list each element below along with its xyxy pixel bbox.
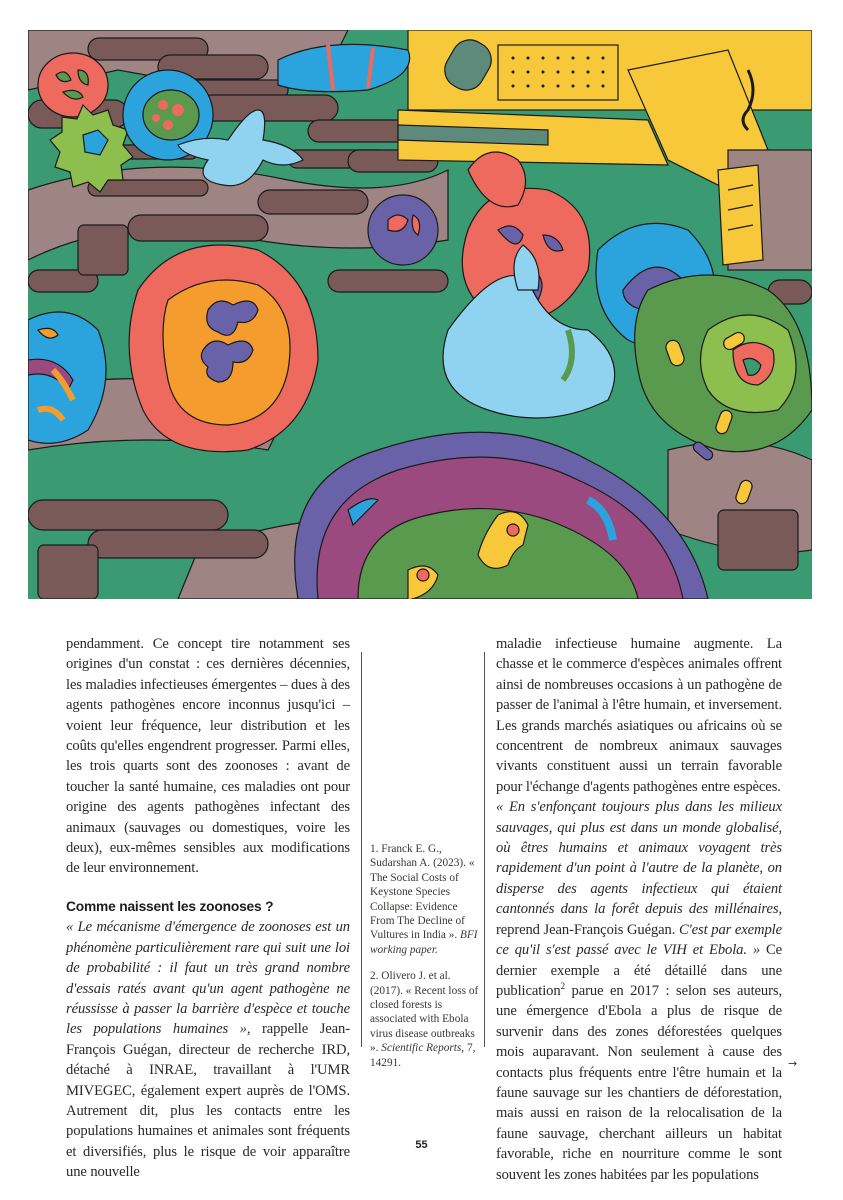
microbe-purple: [368, 195, 438, 265]
right-paragraph-2b: parue en 2017 : selon ses auteurs, une émergence d'Ebola a plus de risque de survenir dans des zones déforestées quelques mois auparavant. Non seulement à cause des contacts plus fréquents entre l'être humain et la faune sauvage sur les chantiers de déforestation, mais aussi en raison de la relocalisation de la faune sauvage, cherchant ailleurs un habitat favorable, riche en nourriture comme le sont souvent les zones habitées par les populations: [496, 982, 782, 1183]
log: [128, 215, 268, 241]
quote-guegan-2: « En s'enfonçant toujours plus dans les milieux sauvages, qui plus est dans un monde globalisé, où êtres humains et animaux voyagent très rapidement d'un point à l'autre de la planète, on disperse des agents infectieux qui étaient cantonnés dans la forêt depuis des millénaires: [496, 799, 782, 918]
footnote-2-tail: , 7, 14291.: [370, 1042, 476, 1069]
right-attribution: , reprend Jean-François Guégan.: [496, 901, 782, 938]
log: [28, 500, 228, 530]
footnote-2: [370, 969, 482, 1070]
article-illustration: [28, 30, 812, 599]
section-subheading: Comme naissent les zoonoses ?: [66, 898, 274, 914]
log: [258, 190, 368, 214]
quote-guegan-3: C'est par exemple ce qu'il s'est passé avec le VIH et Ebola. »: [496, 921, 782, 959]
footnote-1-text: 1. Franck E. G., Sudarshan A. (2023). « The Social Costs of Keystone Species Collapse: Evidence From The Decline of Vultures in India ».: [370, 843, 475, 942]
stump: [78, 225, 128, 275]
left-column: [66, 634, 350, 1183]
footnote-1: [370, 842, 482, 957]
bulldozer-plate: [718, 165, 763, 265]
stump: [718, 510, 798, 570]
microbe-coral: [38, 53, 108, 117]
footnote-2-italic: Scientific Reports: [381, 1042, 462, 1055]
stump: [38, 545, 98, 599]
continue-arrow-icon: →: [788, 1057, 798, 1070]
left-paragraph-2-text: , rappelle Jean-François Guégan, directeur de recherche IRD, détaché à INRAE, travaillant à l'UMR MIVEGEC, également expert auprès de l'OMS. Autrement dit, plus les contacts entre les populations humaines et animales sont fréquents et diversifiés, plus le risque de voir apparaître une nouvelle: [66, 1021, 351, 1181]
log: [198, 95, 338, 121]
page-number: 55: [415, 1139, 428, 1151]
quote-guegan-1: « Le mécanisme d'émergence de zoonoses est un phénomène particulièrement rare qui suit une loi de probabilité : il faut un très grand nombre d'essais ratés avant qu'un agent pathogène ne réussisse à passer la barrière d'espèce et touche les populations humaines »: [66, 919, 350, 1038]
footnotes: [370, 842, 482, 1082]
right-paragraph-2a: Ce dernier exemple a été détaillé dans une publication: [496, 942, 782, 999]
log: [328, 270, 448, 292]
column-divider: [361, 652, 362, 1047]
column-divider: [484, 652, 485, 1047]
right-column: [496, 634, 782, 1185]
log: [88, 530, 268, 558]
illustration-svg: [28, 30, 812, 599]
footnote-ref-2[interactable]: 2: [560, 981, 565, 992]
right-paragraph-1: maladie infectieuse humaine augmente. La chasse et le commerce d'espèces animales offrent ainsi de nombreuses occasions à un pathogène de passer de l'animal à l'être humain, et inversement. Les grands marchés asiatiques ou africains où se concentrent de nombreux animaux sauvages vivants constituent aussi un terrain favorable pour l'échange d'agents pathogènes entre espèces.: [496, 636, 782, 795]
left-paragraph-1: pendamment. Ce concept tire notamment ses origines d'un constat : ces dernières décennies, les maladies infectieuses émergentes – dues à des agents pathogènes encore inconnus jusqu'ici – voient leur fréquence, leur distribution et les coûts qu'elles engendrent progresser. Parmi elles, les trois quarts sont des zoonoses : avant de toucher la santé humaine, ces maladies ont pour origine des agents pathogènes infectant des animaux (sauvages ou domestiques, voire les deux), eux-mêmes sensibles aux modifications de leur environnement.: [66, 636, 350, 877]
footnote-2-text: 2. Olivero J. et al. (2017). « Recent loss of closed forests is associated with Ebola virus disease outbreaks ».: [370, 970, 479, 1055]
footnote-1-italic: BFI working paper.: [370, 929, 478, 956]
right-paragraph-2: [496, 797, 782, 1185]
